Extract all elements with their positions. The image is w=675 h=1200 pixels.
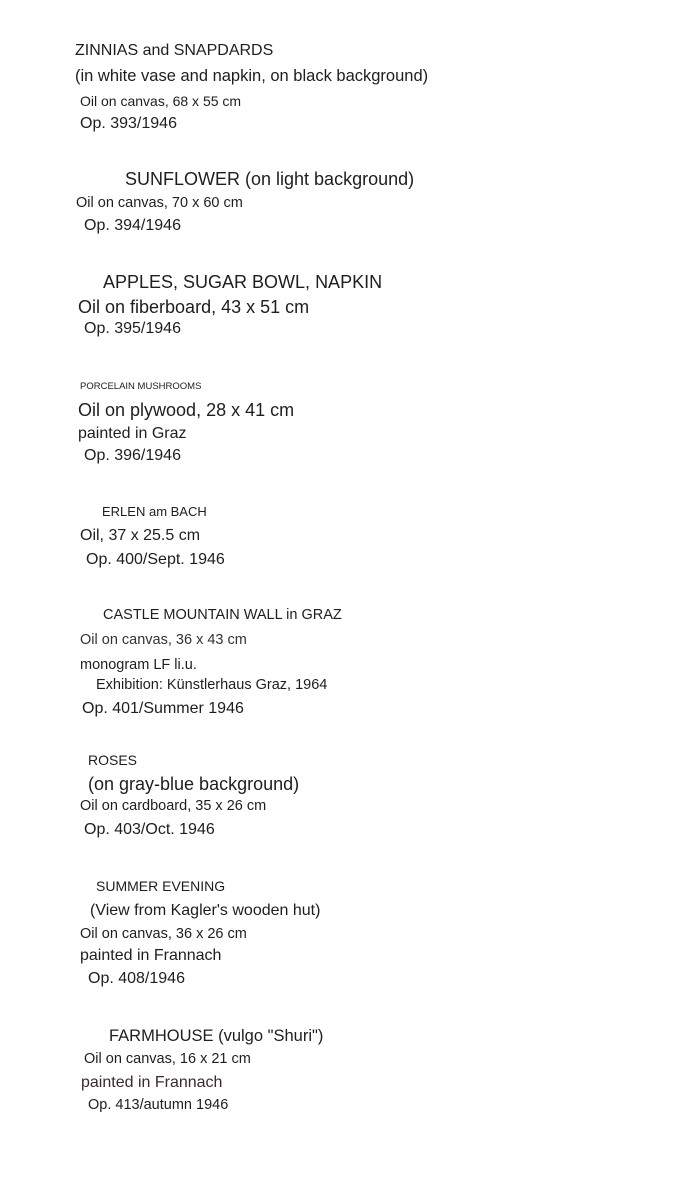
entry-3-medium: Oil on fiberboard, 43 x 51 cm [78,297,310,317]
entry-1-subtitle: (in white vase and napkin, on black background) [75,67,429,85]
entry-1-opus: Op. 393/1946 [80,115,177,132]
entry-9-medium: Oil on canvas, 16 x 21 cm [84,1051,251,1067]
entry-9-note: painted in Frannach [81,1074,223,1091]
entry-8-title: SUMMER EVENING [96,878,226,894]
entry-6-note: monogram LF li.u. [80,657,197,673]
entry-9-opus: Op. 413/autumn 1946 [88,1097,229,1113]
entry-1-medium: Oil on canvas, 68 x 55 cm [80,93,242,109]
entry-7-subtitle: (on gray-blue background) [88,774,300,794]
entry-7-medium: Oil on cardboard, 35 x 26 cm [80,798,267,814]
entry-8-note: painted in Frannach [80,947,222,964]
entry-1-title: ZINNIAS and SNAPDARDS [75,42,274,59]
entry-5-title: ERLEN am BACH [102,504,207,519]
entry-6-exhibition: Exhibition: Künstlerhaus Graz, 1964 [96,677,328,693]
entry-2-title: SUNFLOWER (on light background) [125,169,415,189]
entry-6-title: CASTLE MOUNTAIN WALL in GRAZ [103,607,342,623]
entry-3-opus: Op. 395/1946 [84,320,181,337]
entry-9-title: FARMHOUSE (vulgo "Shuri") [109,1027,324,1045]
entry-7-opus: Op. 403/Oct. 1946 [84,821,215,838]
entry-2-medium: Oil on canvas, 70 x 60 cm [76,195,243,211]
entry-4-opus: Op. 396/1946 [84,447,181,464]
entry-3-title: APPLES, SUGAR BOWL, NAPKIN [103,272,383,292]
entry-7-title: ROSES [88,752,138,768]
entry-5-opus: Op. 400/Sept. 1946 [86,551,225,568]
entry-8-medium: Oil on canvas, 36 x 26 cm [80,926,247,942]
entry-4-medium: Oil on plywood, 28 x 41 cm [78,400,295,420]
entry-4-note: painted in Graz [78,425,187,442]
entry-5-medium: Oil, 37 x 25.5 cm [80,527,201,544]
entry-6-medium: Oil on canvas, 36 x 43 cm [80,632,247,648]
entry-6-opus: Op. 401/Summer 1946 [82,700,244,717]
entry-2-opus: Op. 394/1946 [84,217,181,234]
entry-4-title: PORCELAIN MUSHROOMS [80,381,202,392]
entry-8-opus: Op. 408/1946 [88,970,185,987]
entry-8-subtitle: (View from Kagler's wooden hut) [90,902,321,919]
